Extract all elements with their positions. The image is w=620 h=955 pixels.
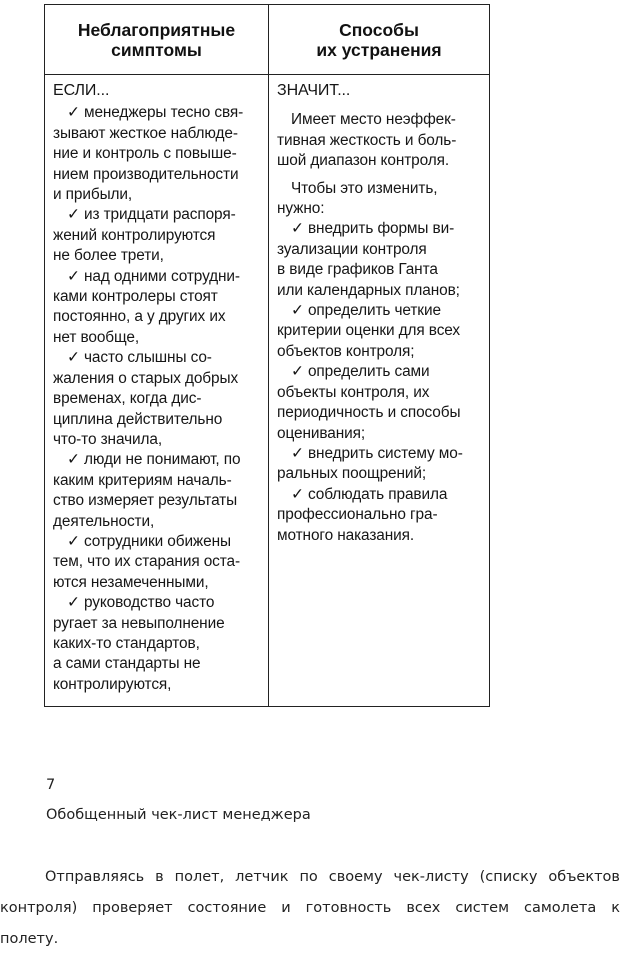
section-title: Обобщенный чек-лист менеджера (46, 807, 311, 823)
symptom-line: ✓ часто слышны со- (67, 349, 212, 367)
then-lead: ЗНАЧИТ... (277, 82, 351, 99)
symptom-line: ✓ над одними сотрудни- (67, 267, 240, 285)
remedy-line: ральных поощрений; (277, 465, 427, 483)
symptom-line: а сами стандарты не (53, 655, 201, 673)
remedy-line: ✓ внедрить формы ви- (291, 220, 455, 238)
symptom-line: не более трети, (53, 247, 164, 265)
symptom-line: жаления о старых добрых (53, 369, 239, 387)
remedy-line: тивная жесткость и боль- (277, 131, 457, 149)
symptom-line: ругает за невыполнение (53, 614, 225, 632)
remedies-column (277, 81, 487, 546)
symptom-line: ✓ руководство часто (67, 594, 215, 612)
remedy-line: ✓ внедрить систему мо- (291, 444, 463, 462)
page-number: 7 (46, 777, 56, 793)
column-divider (268, 5, 269, 706)
symptoms-column (53, 81, 265, 695)
remedy-line: объекты контроля, их (277, 383, 430, 401)
symptom-line: ются незамеченными, (53, 573, 209, 591)
symptom-line: нет вообще, (53, 328, 140, 346)
header-divider (45, 74, 489, 75)
symptom-line: каким критериям началь- (53, 471, 232, 489)
remedy-line: объектов контроля; (277, 342, 415, 360)
remedy-line: профессионально гра- (277, 506, 438, 524)
symptom-line: циплина действительно (53, 410, 223, 428)
symptoms-table (44, 4, 490, 707)
paragraph-line-3: полету. (0, 931, 59, 947)
symptom-line: ками контролеры стоят (53, 288, 218, 306)
remedy-line: нужно: (277, 200, 325, 218)
remedy-line: Чтобы это изменить, (291, 179, 438, 197)
remedy-line: зуализации контроля (277, 240, 427, 258)
remedy-line: ✓ определить четкие (291, 302, 441, 320)
remedy-line: оценивания; (277, 424, 366, 442)
if-lead: ЕСЛИ... (53, 82, 110, 99)
symptom-line: ✓ менеджеры тесно свя- (67, 104, 244, 122)
symptom-line: деятельности, (53, 512, 155, 530)
symptom-line: что-то значила, (53, 430, 162, 448)
symptom-line: зывают жесткое наблюде- (53, 124, 238, 142)
symptom-line: ✓ из тридцати распоря- (67, 206, 236, 224)
paragraph-line-1: Отправляясь в полет, летчик по своему чек-листу (списку объектов (45, 869, 620, 885)
symptom-line: временах, когда дис- (53, 390, 202, 408)
symptom-line: контролируются, (53, 675, 172, 693)
remedy-line: мотного наказания. (277, 526, 415, 544)
symptom-line: ✓ сотрудники обижены (67, 532, 231, 550)
remedy-line: шой диапазон контроля. (277, 152, 450, 170)
remedy-line: в виде графиков Ганта (277, 261, 438, 279)
symptom-line: постоянно, а у других их (53, 308, 226, 326)
remedy-line: периодичность и способы (277, 404, 461, 422)
remedy-line: ✓ соблюдать правила (291, 485, 448, 503)
symptom-line: нием производительности (53, 165, 239, 183)
symptom-line: каких-то стандартов, (53, 634, 200, 652)
remedy-line: критерии оценки для всех (277, 322, 461, 340)
header-symptoms: Неблагоприятные симптомы (77, 20, 236, 60)
symptom-line: ✓ люди не понимают, по (67, 451, 241, 469)
symptom-line: ство измеряет результаты (53, 492, 238, 510)
paragraph-line-2: контроля) проверяет состояние и готовность всех систем самолета к (0, 900, 620, 916)
remedy-line: или календарных планов; (277, 281, 460, 299)
symptom-line: и прибыли, (53, 186, 133, 204)
header-remedies: Способы их устранения (316, 20, 442, 60)
remedy-line: ✓ определить сами (291, 363, 430, 381)
symptom-line: ние и контроль с повыше- (53, 145, 237, 163)
body-paragraph (0, 862, 620, 955)
symptom-line: жений контролируются (53, 226, 216, 244)
symptom-line: тем, что их старания оста- (53, 553, 241, 571)
remedy-line: Имеет место неэффек- (291, 111, 456, 129)
